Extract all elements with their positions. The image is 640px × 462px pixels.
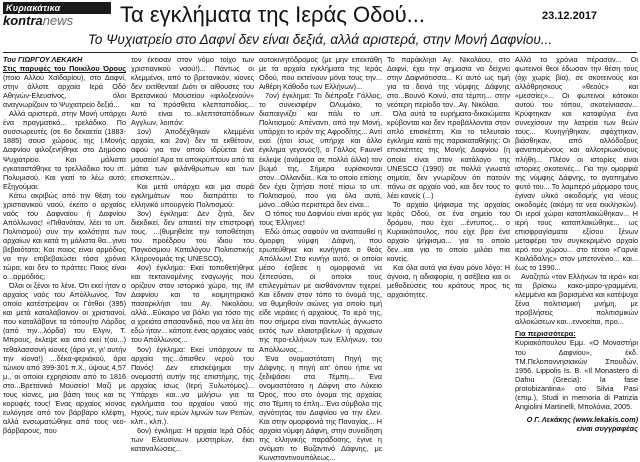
brand-sub: news xyxy=(42,13,74,28)
paragraph: 6ον) έγκλημα: Η αρχαία Ιερά Οδός των Ελευσίνιων μυστηρίων, έκει καταναλώσεις... xyxy=(131,425,254,454)
paragraph: 4ον) έγκλημα: Εκεί τοποθετήθηκε και τεκταινομένης εναγωγής που ορίζουν στον ιστορικό χώρο, της ΙΜ Δαφνίου και το κοιμητηριακό πασαρκλήσι του Αγ. Νικολάου, αλλά...Εύκαιρο να βάλει για τόσο της α χρειάτα σπασανδικό, που να λέει ότι εδώ ήταν... κάποτε ένας αρχαίος ναός του Απόλλωνος... xyxy=(131,263,254,345)
paragraph: αυτοκινητόδρομος (με μην επεκτάθη με τα αρχαία εγκλήματα της Ιεράς Οδού, που εκτείνουν μόνα τους την... Αιθέρη Κάθοδο των Ελλήνων)... xyxy=(259,55,382,92)
paragraph: Όλα αυτά τα ευρήματα-δικαιώματα κρύβονται και δεν προβάλλονται στον απλό επισκέπτη. Και το τελευταίο έγκλημα κατά της παρακαταθήκης: Οι επισκέπτες της Μονής Δαφνίου (η οποία είναι στον κατάλογο της UNESCO (1990) σε πολλά γνωστά σημεία, δεν γνωρίζουν ότι πατούν πάνω σε αρχαίο ναό, και δεν τους το λέει κανείς (...) xyxy=(387,109,510,200)
paragraph: Αλλά αριστερά, στην Μονή υπάρχει ένα πραγματικό... τρελάδικο. Πο συσσωρευτές (σε 6ο δεκαετία (1883-1885) σουσ χώρους της Ι.Μονής Δαφνίου φιλοξενήθηκε στο Δημόσιο Ψυχιατρείο. Και μάλιστα εγκαταστάθηκε το τρελλάδικο του ιπ. Πολυμισού. Και γιατί το λέω αυτό; Εξηγούμαι: xyxy=(3,109,126,191)
paragraph: 7ον) έγκλημα: Το διέπραξε Γάλλος, το συνεισφέρν ΟΛυμάκο, το διαπαιγνίζει και πάλι το υπ. Πολιτισμού: Απέναντι, από την Μονή, υπάρχει το ιερόν της Αφροδίτης... Αντί εκεί (ήτοι ίσως υπήρχε και άλλο έγκλημα γεγονός!), ο Γάλλος Fauvel έκλεψε (ανάμεσα σε πολλά άλλα) τον βωμό της. Σήμερα ευρίσκονται στον...Ολλανδία.. Και το οποίο επίσης δεν έχει ζητήσει ποτέ πίσω το υπ. Πολιτισμού, που για όλα αυτά, μόνο...αθώα περιστερά δεν είναι... xyxy=(259,91,382,209)
author-role: είναι συγγραφέας xyxy=(576,423,638,433)
masthead-brand xyxy=(3,14,111,28)
article-column-3 xyxy=(259,55,382,462)
author-signature: Ο Γ. Λεκάκης (www.lekakis.com) xyxy=(526,414,638,424)
sources-text: Κυριακόπουλου Εμμ. «Ο Μοναστήρι του Δαφνίου», έκδ. ΤΜ.Πελοποννησιακών Σπουδών, 1956. Lippolis Is. B. «Il Monastero di Dafnu (Grecia): la fase protobizantina» οτο Silvia Pasi (επιμ.), Studi in memoria di Patrizia Angiolini Martinelli, Μπολόνια, 2005. xyxy=(515,338,638,411)
paragraph: Και όλα αυτά για έναν μόνο λόγο: Η άγνοια, η αδιαφορία, η ασέβεια και οι μεθοδεύσεις του κράτους προς τις αρχαιότητες. xyxy=(387,263,510,300)
paragraph: Το παράκλησι Αγ. Νικολάου, στο Δαφνί, έχει την σημασία να δείχνει στην Δαφνιότισσα... Κι αυτό ως τιμή για τα δεινά της νύμφης Δάφνης στο...Βουνό Κοινύ, στα τέμπη... στην νεότερη περίοδο τον...Αγ. Νικόλαο. xyxy=(387,55,510,110)
paragraph: Ο τόπος του Δαφνίου είναι ιερός για τους Έλληνες! xyxy=(259,208,382,227)
article-column-1 xyxy=(3,55,126,451)
article-column-5 xyxy=(515,55,638,451)
paragraph: 1ον) Αποδέχθηκαν κλεμμένα αρχαία, και 2ον) δεν τα εκθέτουν, αφού για τον οποίο ιδρύεται ένα μουσείο! Άρα τα αποκρύπτουν από τα μάτια των φιλάνθρωπων και των επισκεπτών... xyxy=(131,127,254,182)
paragraph: τον έκτισαν στον νόμο τοίχο των χριστιανικού ναού!)... Πάντως οι κλεμμένοι, από το βρετανικόν, κίονες δεν εκτίθενται! Διότι οι αίθουσες του Βρετανικού Μουσείου «φιλοξενούν» και τα πρόσθετα κλεπταποδίας... Αυτό είναι το...κλεπτοταπόδικων Αγγλων, λοιπόν: xyxy=(131,55,254,128)
article-column-4 xyxy=(387,55,510,451)
paragraph: Αλλά τα χρόνια πέρασαν... Οι φωτεινοί θεοί έδωσαν την θέση τους (όχι χωρίς βία), σε σκοτεινούς και αλλόθρησκους «θεούς» και «μεσσίες»... Οι φωτεινοί κάτοικοι αυτού του τόπου, σκοτείνιασαν... Κρύφτηκαν και καταφύγια ένα συνεχίσουν την λατρεία των θεών τους... Κυνηγήθηκαν, σφάχτηκαν, βιάσθηκαν, από αλλόδοξους φανατισμένους και αλλοτριωκόνους πλήθη... Πλέον οι ιστορίες είναι ιστορίες σκοτεινές... Για την ομορφιά της νύμφης Δάφνης, το αγαπημένο φυτό του... Το λαμπερό μάρμαρο τους έγιναν υλικό οικοδομής για νέους οικοδομές (ακόμη τα νεα εκκλησιών). Οι ιεροί χώροι καταπλακώθηκαν... Η ιερή τους καταπλακώθηκε... ως επισφραγίσματα εξίσου ξένων μεταφέρει τον συγκεκριμένο αρχαίο ιερό του χώρου... στο τέτοιο «Γαρνίε Κοιλάδαλης» στον μπετονένιο... και... έως το 1990... xyxy=(515,55,638,273)
paragraph xyxy=(3,64,126,109)
paragraph: Ένα ονομαστότατη Πηγή της Δάφνης, η πηγή απ' όπου ήπιε να ξεδιψάσει στα Τέμπη... Ένα ονομαστότατο η Δάφνη στο Λύκειο Όρος, που στο όνομα της αρχαίας στο Τέμπη το έπλη...Ένα σύμβολο της αγνότητας του Δαφνίου να την έλεν. Και στην ομορφονιά της Παναγίας... Η αρχαία νύμφη Δάφνη, στην συνείδηση της ελληνικής παράδοσης, έγινε η ονόματι το Βυζαντινό Δάφνης, με Κωνσταντινουπόλεως... xyxy=(259,353,382,462)
masthead-top: Κυριακάτικα xyxy=(3,2,111,14)
sources-heading: Για περισσότερα: xyxy=(515,329,576,339)
article-date: 23.12.2017 xyxy=(542,10,598,22)
brand-main: kontra xyxy=(3,13,43,28)
paragraph: Και μετά υπάρχει και μια σειρά εγκλημάτων που διαπράττει το ελληνικό υπουργείο Πολιτισμού: xyxy=(131,181,254,209)
masthead-logo xyxy=(3,2,111,28)
paragraph: 5ον) έγκλημα: Εκεί υπάρχουν τα αρχαία της...όπισθεν νερού του Πανός! Δεν επισκέψημαι την ονομαστή αυτήν της επιστήμης, της αρχαίας ίσως (Ιερή Ξυλωτόμος)... Υπάρχει και...να μιλήσω για τα εγκλήματα του αρχαίου ναού της Ηχούς, των ιερών λιμνών των Ρειτών, κλπ., κλπ.). xyxy=(131,344,254,426)
paragraph: Κάτω ακριβώς από την θέση του χριστιανικού ναού, έκειτο ο αρχαίος ναός του Δαφναίου ή Δαφνίου Απόλλωνος! «Πιθανόταν, λέει το υπ. Πολιτισμού) συν την κοιλότητα των αρχαίων και κατά τη μάλιστα θα...γινει βεβαιότατα; Και ποιος είναι αρμόδιος να την επιβεβαιώσει τόσα χρόνια τώρα, και δεν το πράττει; Ποιος είναι ο...αρμόδιος; xyxy=(3,190,126,282)
subheading: Στις παρυφές του Ποικίλου Όρους xyxy=(3,64,126,74)
byline: Του ΓΙΩΡΓΟΥ ΛΕΚΑΚΗ xyxy=(3,55,83,64)
article-headline: Τα εγκλήματα της Ιεράς Οδού... xyxy=(120,2,425,27)
article-column-2 xyxy=(131,55,254,454)
article-subtitle: Το Ψυχιατρείο στο Δαφνί δεν είναι δεξιά, αλλά αριστερά, στην Μονή Δαφνίου... xyxy=(87,32,553,47)
paragraph-text: (ποιο Αλλού Χαϊδαρίου), στο Δαφνί, στην άλλοτε αρχαία Ιερά Οδό Αθηνών-Ελευσίνος, όλοι αναγνωρίζουν το Ψυχιατρείο δεξιά... xyxy=(3,73,126,110)
paragraph: Εδώ όπως σαφούν να αναπαυθεί η όμορφη νύμφη Δάφνη, που ερωτεύθηκε και κυνήγησε ο θεός Απόλλων! Στο κυνήγι αυτό, οι οποίοι μέσο έσβεσε η ομορφονιά να ξεπεσύσει, οι οποίοι τους επιλεγμάτων με αισθάνονταν τιχερεί. Και έδιναν στον τόπο το όνομά της, να θυμηθούν αιώνες για οποίο τιμή είδε νεράιες ή αρχαίους. Το ιερό της, που σήμερα είναι παντελώς άγνωστο εκτός των ελαιοτριβείων ή αρχαίων της προ-ελλήνων των Ελλήνων, του Απόλλωνος... xyxy=(259,226,382,354)
paragraph: Όλοι οι ξένοι το λένε. Ότι εκεί ήταν ο αρχαίος ναός του Απόλλωνος. Τον οποίο κατέστρεψαν οι Γότθοι (395) και μετά καταλάβαινον οι χριστιανοί, που καταλάβανε τα τόπου(το Λάρδος (από την...λόρδα) του Ελγιν, Τ. Μπρους, έκλεψε και από εκεί τ(ου...) τεθαλασσανή κίονες (άρα γε, γι' αυτήν την κίονα!) ...δέκα-φεριάκού, άρα τώνιον από 399-301 π.Χ., ύψους 4,57 μ., οι οποίοι εχρησίσαν από το 1816 στο...Βρετανικό Μουσείο! Μαζί με τους κίονες, μια βάση τους και τις κορυφές τους! Ένας αρχαίος κίονας ευλόγησε από τον βάρβαρο κλέφτη, αλλά ενσωματώθηκε από τους νεο-βάρβαρους, που xyxy=(3,281,126,435)
paragraph: 3ον) έγκλημα: Δεν ζητά, δεν διεκδικεί, δεν απαιτεί την επιστροφή τους. ...(θυμηθείτε την τοποθέτηση του προέδρου του ίδιου του Παγκόσμιου Καταλόγου Πολιτιστικής Κληρονομιάς της UNESCO), xyxy=(131,208,254,264)
paragraph: Αναζητώ «τον Ελλήνων τα ιερά» και τα βρίσκω κακο-μαρο-γραμμένα, κλεμμένα και βαρισμένα και κατέψυχα ξένα πολιτισμική μνήμη, με προβλήσεις πολιτισμικών αλλοιώσεων και...εννοείται, προ... xyxy=(515,272,638,327)
paragraph: Το αρχαίο ψήφισμα της αρχαίας Ιεράς Οδού, σε ένα σημείο του δρόμου, που έχει ...έντυπος... ο Κυριακόπουλος, που είχε βρει ένα αρχαίο ψήφισμα... για το οποίο δεν...και για το οποίο μιλάει πια κανείς. xyxy=(387,199,510,264)
header-divider xyxy=(3,52,637,53)
